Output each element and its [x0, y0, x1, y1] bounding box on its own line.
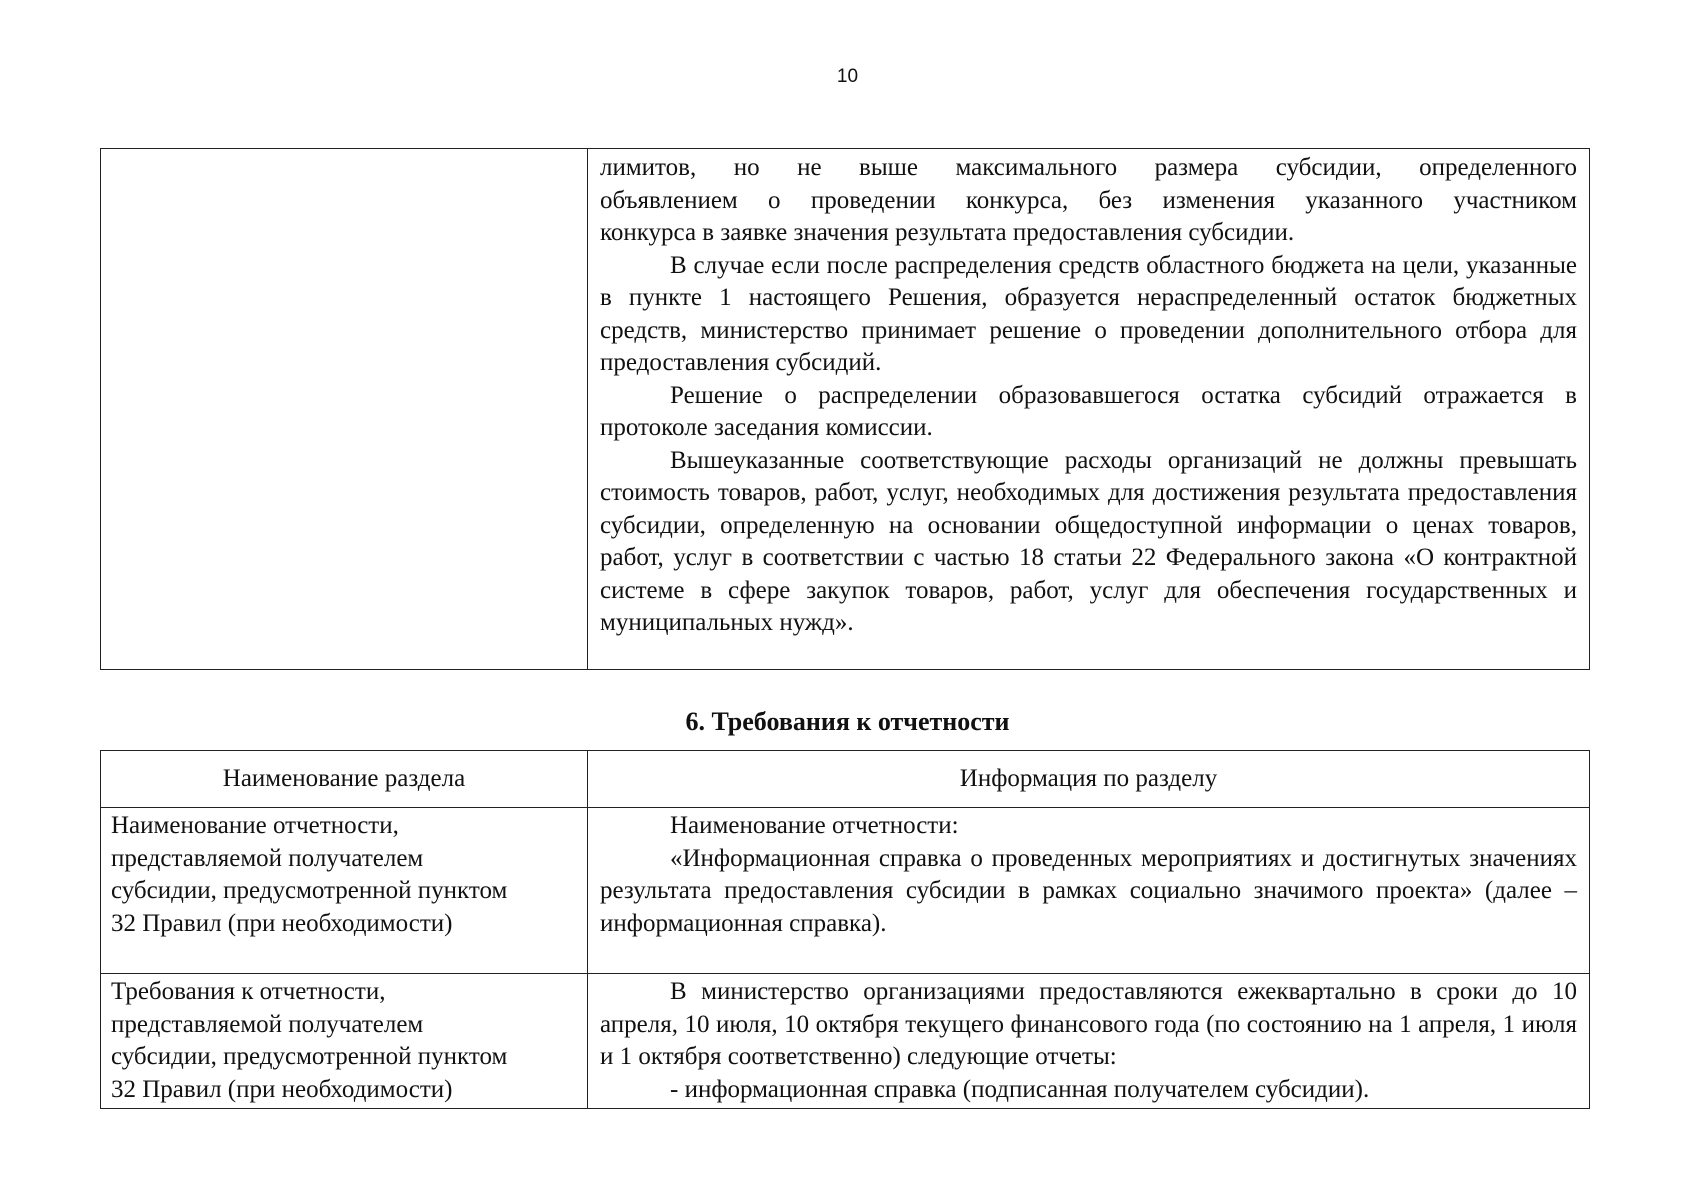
- paragraph: Решение о распределении образовавшегося остатка субсидий отражается в протоколе заседания комиссии.: [600, 381, 1577, 441]
- column-header-section-name: Наименование раздела: [101, 751, 588, 808]
- section-info-cell: [588, 808, 1590, 974]
- column-header-section-info: Информация по разделу: [588, 751, 1590, 808]
- text-line: 32 Правил (при необходимости): [111, 1075, 453, 1103]
- page-number: 10: [836, 66, 859, 87]
- table-row: [101, 149, 1590, 670]
- list-item: - информационная справка (подписанная получателем субсидии).: [670, 1075, 1370, 1103]
- text-line: объявлением о проведении конкурса, без изменения указанного участником: [600, 186, 1577, 214]
- text-line: субсидии, предусмотренной пунктом: [111, 1043, 508, 1070]
- table-row: [101, 808, 1590, 974]
- section-title: 6. Требования к отчетности: [685, 707, 1010, 736]
- text-line: Требования к отчетности,: [111, 978, 386, 1005]
- text-line: лимитов, но не выше максимального размера субсидии, определенного: [600, 154, 1577, 181]
- table-row: [101, 974, 1590, 1109]
- paragraph: Наименование отчетности:: [670, 812, 959, 839]
- paragraph: В министерство организациями предоставляются ежеквартально в сроки до 10 апреля, 10 июля, 10 октября текущего финансового года (по состоянию на 1 апреля, 1 июля и 1 октября соответственно) следующие отчеты:: [600, 978, 1577, 1070]
- text-line: конкурса в заявке значения результата предоставления субсидии.: [600, 219, 1295, 246]
- paragraph: Вышеуказанные соответствующие расходы организаций не должны превышать стоимость товаров, работ, услуг, необходимых для достижения результата предоставления субсидии, определенную на основании общедоступной информации о ценах товаров, работ, услуг в соответствии с частью 18 статьи 22 Федерального закона «О контрактной системе в сфере закупок товаров, работ, услуг для обеспечения государственных и муниципальных нужд».: [600, 446, 1577, 636]
- table-header-row: [101, 751, 1590, 808]
- empty-section-cell: [101, 149, 588, 670]
- text-line: Наименование отчетности,: [111, 812, 399, 839]
- section-info-cell: [588, 149, 1590, 670]
- paragraph: «Информационная справка о проведенных мероприятиях и достигнутых значениях результата предоставления субсидии в рамках социально значимого проекта» (далее – информационная справка).: [600, 844, 1577, 937]
- text-line: 32 Правил (при необходимости): [111, 909, 453, 937]
- text-line: представляемой получателем: [111, 844, 424, 872]
- section-info-cell: [588, 974, 1590, 1109]
- continuation-table: [100, 148, 1590, 670]
- section-name-cell: [101, 808, 588, 974]
- text-line: субсидии, предусмотренной пунктом: [111, 877, 508, 904]
- text-line: представляемой получателем: [111, 1010, 424, 1038]
- reporting-requirements-table: [100, 750, 1590, 1109]
- paragraph: В случае если после распределения средств областного бюджета на цели, указанные в пункте 1 настоящего Решения, образуется нераспределенный остаток бюджетных средств, министерство принимает решение о проведении дополнительного отбора для предоставления субсидий.: [600, 251, 1577, 376]
- section-name-cell: [101, 974, 588, 1109]
